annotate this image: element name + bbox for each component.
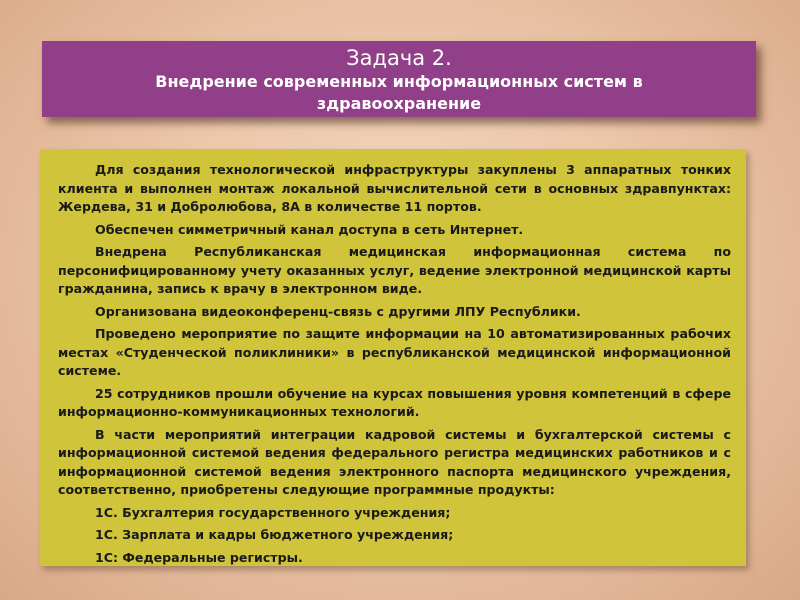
paragraph-training: 25 сотрудников прошли обучение на курсах повышения уровня компетенций в сфере информационно-коммуникационных технологий. — [58, 385, 731, 419]
content-panel — [40, 149, 746, 566]
title-banner — [42, 41, 756, 117]
list-item-accounting: 1С. Бухгалтерия государственного учреждения; — [95, 504, 451, 520]
paragraph-infrastructure: Для создания технологической инфраструктуры закуплены 3 аппаратных тонких клиента и выполнен монтаж локальной вычислительной сети в основных здравпунктах: Жердева, 31 и Добролюбова, 8А в количестве 11 портов. — [58, 162, 731, 214]
list-item-registers: 1С: Федеральные регистры. — [95, 549, 303, 565]
task-subtitle-line-1: Внедрение современных информационных систем в — [155, 72, 643, 91]
list-item-payroll: 1С. Зарплата и кадры бюджетного учреждения; — [95, 527, 454, 542]
paragraph-integration: В части мероприятий интеграции кадровой системы и бухгалтерской системы с информационной системой ведения федерального регистра медицинских работников и с информационной системой ведения электронного паспорта медицинского учреждения, соответственно, приобретены следующие программные продукты: — [58, 426, 731, 497]
paragraph-videoconference: Организована видеоконференц-связь с другими ЛПУ Республики. — [95, 303, 581, 319]
paragraph-medical-system: Внедрена Республиканская медицинская информационная система по персонифицированному учету оказанных услуг, ведение электронной медицинской карты гражданина, запись к врачу в электронном виде. — [58, 244, 731, 296]
task-title: Задача 2. — [346, 46, 452, 70]
task-subtitle-line-2: здравоохранение — [316, 94, 482, 113]
paragraph-internet: Обеспечен симметричный канал доступа в сеть Интернет. — [95, 221, 524, 237]
paragraph-security: Проведено мероприятие по защите информации на 10 автоматизированных рабочих местах «Студенческой поликлиники» в республиканской медицинской информационной системе. — [58, 326, 731, 378]
